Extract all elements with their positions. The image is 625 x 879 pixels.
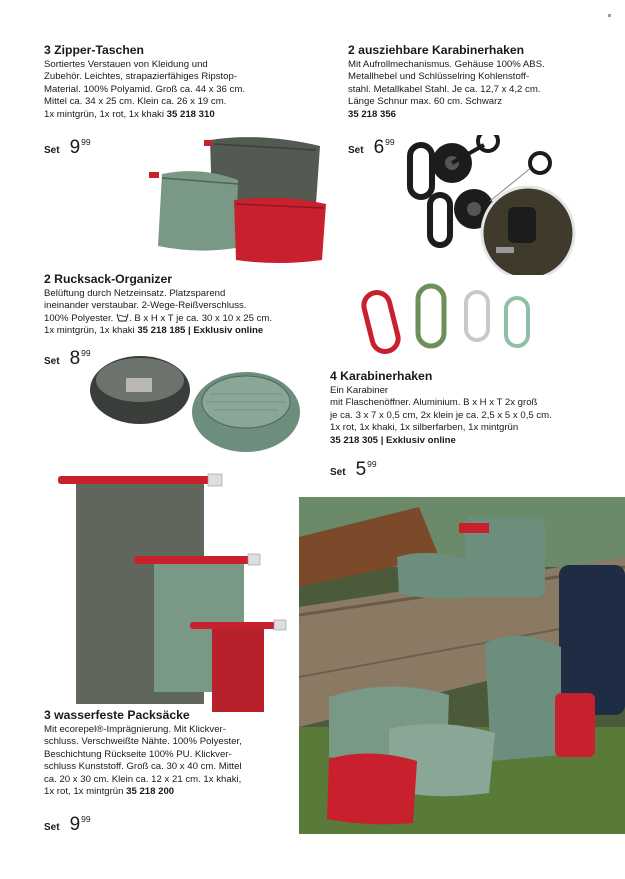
haken-desc-line: Mit Aufrollmechanismus. Gehäuse 100% ABS. [348,59,545,70]
karabiner-desc-line: je ca. 3 x 7 x 0,5 cm, 2x klein je ca. 2,5 x 5 x 0,5 cm. [330,409,552,421]
price-label: Set [348,145,364,156]
haken-desc-line: Metallhebel und Schlüsselring Kohlenstoff- [348,71,530,83]
organizer-text-block [44,272,272,338]
organizer-care-line [44,313,272,325]
washing-icon [116,313,129,322]
organizer-title: 2 Rucksack-Organizer [44,272,173,286]
price-cents: 99 [367,459,377,469]
organizer-article-number: 35 218 185 [137,325,186,337]
haken-text-block [348,43,545,121]
karabiner-exclusive: | Exklusiv online [380,434,456,446]
brand-marker [608,14,611,17]
price-cents: 99 [81,348,91,358]
haken-desc-line: Länge Schnur max. 60 cm. Schwarz [348,96,503,108]
carabiner-image [360,282,560,362]
karabiner-text-block [330,369,552,447]
zipper-text-block [44,43,245,121]
zipper-price [44,138,91,157]
haken-desc-line: stahl. Metallkabel Stahl. Je ca. 12,7 x 4,2 cm. [348,83,541,95]
organizer-exclusive: | Exklusiv online [188,325,264,337]
packsack-desc-line: Mit ecorepel®-Imprägnierung. Mit Klickver- [44,724,226,735]
price-cents: 99 [385,137,395,147]
packsack-desc-line: ca. 20 x 30 cm. Klein ca. 12 x 21 cm. 1x khaki, [44,773,242,785]
price-main: 9 [69,814,81,835]
karabiner-price [330,460,377,479]
organizer-material: 100% Polyester. [44,312,114,324]
karabiner-desc-line: 1x rot, 1x khaki, 1x silberfarben, 1x mintgrün [330,422,519,434]
zipper-desc-line: Zubehör. Leichtes, strapazierfähiges Ripstop- [44,71,238,83]
organizer-desc-line: ineinander verstaubar. 2-Wege-Reißverschluss. [44,300,247,312]
dry-bags-image [58,472,290,722]
zipper-desc-line: Sortiertes Verstauen von Kleidung und [44,59,208,70]
packsack-desc-line: schluss. Verschweißte Nähte. 100% Polyester, [44,736,242,748]
haken-title: 2 ausziehbare Karabinerhaken [348,43,525,57]
price-main: 8 [69,348,81,369]
zipper-color-line [44,109,245,121]
haken-article-number: 35 218 356 [348,108,397,120]
zipper-desc-line: Mittel ca. 34 x 25 cm. Klein ca. 26 x 19 cm. [44,96,227,108]
packsack-text-block [44,708,242,798]
price-label: Set [44,356,60,367]
price-label: Set [44,145,60,156]
price-main: 9 [69,137,81,158]
packsack-desc-line: schluss Kunststoff. Groß ca. 30 x 40 cm. Mittel [44,761,242,773]
price-cents: 99 [81,814,91,824]
organizer-dimensions: . B x H x T je ca. 30 x 10 x 25 cm. [129,312,273,324]
packsack-price [44,815,91,834]
price-cents: 99 [81,137,91,147]
organizer-desc-line: Belüftung durch Netzeinsatz. Platzsparend [44,288,226,299]
organizer-image [88,350,318,460]
organizer-price [44,349,91,368]
zipper-bags-image [140,130,340,270]
price-main: 5 [355,459,367,480]
karabiner-desc-line: mit Flaschenöffner. Aluminium. B x H x T 2x groß [330,397,538,409]
zipper-title: 3 Zipper-Taschen [44,43,145,57]
zipper-desc-line: Material. 100% Polyamid. Groß ca. 44 x 36 cm. [44,83,246,95]
karabiner-desc-line: Ein Karabiner [330,385,389,396]
organizer-colors: 1x mintgrün, 1x khaki [44,325,135,337]
packsack-title: 3 wasserfeste Packsäcke [44,708,190,722]
packsack-article-number: 35 218 200 [126,786,175,798]
organizer-color-line [44,325,272,337]
karabiner-title: 4 Karabinerhaken [330,369,433,383]
zipper-colors: 1x mintgrün, 1x rot, 1x khaki [44,108,164,120]
retractable-carabiner-image [400,135,590,275]
packsack-color-line [44,786,242,798]
haken-price [348,138,395,157]
price-label: Set [330,467,346,478]
zipper-article-number: 35 218 310 [166,108,215,120]
packsack-desc-line: Beschichtung Rückseite 100% PU. Klickver- [44,748,232,760]
karabiner-article-number: 35 218 305 [330,434,379,446]
packsack-colors: 1x rot, 1x mintgrün [44,786,124,798]
outdoor-scene-photo [299,497,625,834]
price-label: Set [44,822,60,833]
karabiner-article-line [330,435,552,447]
price-main: 6 [373,137,385,158]
